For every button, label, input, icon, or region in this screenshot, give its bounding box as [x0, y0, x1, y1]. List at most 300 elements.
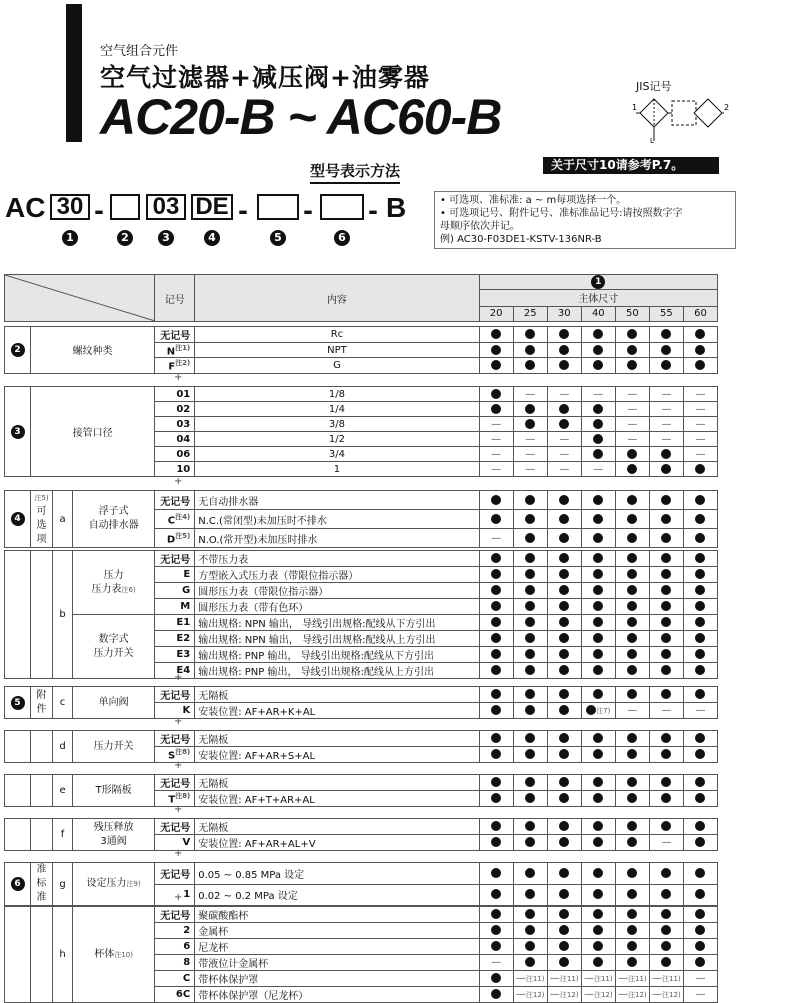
content-cell: 带杯体保护罩（尼龙杯） [195, 987, 479, 1003]
mark-cell [615, 327, 649, 343]
num-circle: 2 [117, 230, 133, 246]
mark-cell [547, 663, 581, 679]
mark-cell [513, 907, 547, 923]
dot-mark [559, 689, 569, 699]
table-row [5, 327, 718, 343]
mark-cell [513, 863, 547, 885]
mark-cell [513, 884, 547, 906]
dot-mark [491, 868, 501, 878]
mark-cell [649, 343, 683, 358]
mark-cell: — [615, 387, 649, 402]
port-table [4, 386, 718, 477]
code-thread-box [110, 194, 140, 220]
dot-mark [627, 633, 637, 643]
label-cell [5, 907, 31, 1003]
label-cell [5, 491, 31, 548]
code-cell: 02 [155, 402, 195, 417]
content-cell: 0.02 ~ 0.2 MPa 设定 [195, 884, 479, 906]
label-cell: 残压释放 3通阀 [73, 819, 155, 851]
code-cell: 01 [155, 387, 195, 402]
content-cell: 0.05 ~ 0.85 MPa 设定 [195, 863, 479, 885]
code-port-box: 03 [146, 194, 186, 220]
content-cell: 1/4 [195, 402, 479, 417]
mark-cell [615, 884, 649, 906]
code-size-box: 30 [50, 194, 90, 220]
mark-cell [581, 551, 615, 567]
note-mark: 注7) [596, 707, 611, 715]
mark-cell [683, 583, 717, 599]
content-cell: 带杯体保护罩 [195, 971, 479, 987]
content-cell: 1/2 [195, 432, 479, 447]
mark-cell [683, 647, 717, 663]
code-cell: 无记号 [155, 819, 195, 835]
mark-cell [615, 583, 649, 599]
mark-cell: — [479, 462, 513, 477]
note-mark: 注11) [628, 975, 647, 983]
mark-cell [649, 863, 683, 885]
mark-cell [683, 462, 717, 477]
dot-mark [661, 689, 671, 699]
mark-cell [615, 510, 649, 529]
code-cell: K [155, 703, 195, 719]
mark-cell [683, 663, 717, 679]
label-cell: 设定压力注9) [73, 863, 155, 906]
mark-cell [479, 599, 513, 615]
num-circle: 4 [204, 230, 220, 246]
mark-cell [649, 939, 683, 955]
code-dash: - [303, 197, 313, 225]
table-row [5, 775, 718, 791]
code-accessory-box [257, 194, 299, 220]
content-cell: 输出规格: PNP 输出， 导线引出规格:配线从下方引出 [195, 647, 479, 663]
dot-mark [593, 585, 603, 595]
dot-mark [695, 649, 705, 659]
mark-cell [683, 327, 717, 343]
mark-cell [649, 647, 683, 663]
mark-cell [479, 358, 513, 373]
mark-cell [615, 462, 649, 477]
content-cell: 带液位计金属杯 [195, 955, 479, 971]
label-cell: f [53, 819, 73, 851]
jis-symbol-icon [632, 95, 732, 145]
mark-cell [581, 631, 615, 647]
code-semi-box [320, 194, 364, 220]
dot-mark [559, 665, 569, 675]
dot-mark [661, 868, 671, 878]
num-circle: 3 [11, 425, 25, 439]
plus-sign: + [174, 760, 183, 771]
mark-cell [615, 687, 649, 703]
dot-mark [661, 649, 671, 659]
mark-cell [615, 358, 649, 373]
mark-cell [479, 939, 513, 955]
mark-cell [683, 791, 717, 807]
mark-cell [513, 402, 547, 417]
dot-mark [593, 569, 603, 579]
mark-cell [479, 971, 513, 987]
dot-mark [559, 649, 569, 659]
dot-mark [491, 404, 501, 414]
dot-mark [559, 345, 569, 355]
mark-cell [513, 647, 547, 663]
size-col-60: 60 [683, 306, 717, 321]
num-circle: 6 [11, 877, 25, 891]
mark-cell [581, 663, 615, 679]
mark-cell [581, 327, 615, 343]
mark-cell: — [479, 417, 513, 432]
dot-mark [695, 514, 705, 524]
mark-cell [683, 631, 717, 647]
dot-mark [661, 464, 671, 474]
dot-mark [593, 553, 603, 563]
mark-cell: — [649, 402, 683, 417]
dot-mark [525, 585, 535, 595]
dot-mark [559, 733, 569, 743]
table-row [5, 551, 718, 567]
dot-mark [661, 449, 671, 459]
dot-mark [695, 329, 705, 339]
mark-cell [581, 529, 615, 548]
mark-cell: —注12) [547, 987, 581, 1003]
mark-cell [683, 884, 717, 906]
mark-cell: —注11) [547, 971, 581, 987]
mark-cell [683, 510, 717, 529]
thread-table [4, 326, 718, 374]
mark-cell [683, 775, 717, 791]
mark-cell: — [581, 462, 615, 477]
dot-mark [627, 941, 637, 951]
dot-mark [525, 689, 535, 699]
dot-mark [559, 793, 569, 803]
dot-mark [695, 601, 705, 611]
svg-text:L: L [650, 137, 654, 145]
code-cell: M [155, 599, 195, 615]
content-cell: 1/8 [195, 387, 479, 402]
dot-mark [559, 909, 569, 919]
mark-cell [581, 491, 615, 510]
mark-cell [649, 775, 683, 791]
dot-mark [525, 941, 535, 951]
mark-cell [649, 907, 683, 923]
num-circle: 1 [62, 230, 78, 246]
code-cell: 无记号 [155, 687, 195, 703]
dot-mark [525, 569, 535, 579]
dot-mark [491, 649, 501, 659]
mark-cell [547, 327, 581, 343]
dot-mark [661, 633, 671, 643]
option-b-table [4, 550, 718, 679]
dot-mark [593, 533, 603, 543]
code-cell: E2 [155, 631, 195, 647]
dot-mark [627, 909, 637, 919]
code-cell: $N^{注1)}$ [155, 343, 195, 358]
mark-cell [615, 647, 649, 663]
plus-sign: + [174, 892, 183, 903]
mark-cell [581, 747, 615, 763]
mark-cell [649, 358, 683, 373]
code-cell: 1 [155, 884, 195, 906]
content-cell: 输出规格: PNP 输出， 导线引出规格:配线从上方引出 [195, 663, 479, 679]
dot-mark [593, 617, 603, 627]
mark-cell [581, 647, 615, 663]
header-size-title: 主体尺寸 [479, 290, 717, 306]
mark-cell: — [479, 447, 513, 462]
mark-cell: —注11) [649, 971, 683, 987]
dot-mark [491, 989, 501, 999]
size-col-25: 25 [513, 306, 547, 321]
dot-mark [491, 821, 501, 831]
note-mark: 注12) [662, 991, 681, 999]
dot-mark [695, 345, 705, 355]
dot-mark [661, 360, 671, 370]
mark-cell [547, 775, 581, 791]
dot-mark [593, 889, 603, 899]
dot-mark [661, 514, 671, 524]
mark-cell [513, 417, 547, 432]
label-cell [31, 907, 53, 1003]
mark-cell [547, 907, 581, 923]
dot-mark [593, 633, 603, 643]
dot-mark [661, 601, 671, 611]
mark-cell [547, 819, 581, 835]
mark-cell [547, 687, 581, 703]
dot-mark [627, 533, 637, 543]
mark-cell [513, 835, 547, 851]
plus-sign: + [174, 716, 183, 727]
content-cell: 无自动排水器 [195, 491, 479, 510]
dot-mark [593, 837, 603, 847]
mark-cell [615, 747, 649, 763]
mark-cell [581, 510, 615, 529]
label-cell: 接管口径 [31, 387, 155, 477]
label-cell [5, 327, 31, 374]
mark-cell [513, 731, 547, 747]
dot-mark [593, 868, 603, 878]
dot-mark [661, 585, 671, 595]
code-cell: V [155, 835, 195, 851]
mark-cell [615, 731, 649, 747]
mark-cell [683, 491, 717, 510]
size-col-30: 30 [547, 306, 581, 321]
dot-mark [695, 553, 705, 563]
label-cell: g [53, 863, 73, 906]
mark-cell [513, 551, 547, 567]
content-cell: 安装位置: AF+T+AR+AL [195, 791, 479, 807]
mark-cell [581, 907, 615, 923]
table-row [5, 731, 718, 747]
content-cell: Rc [195, 327, 479, 343]
dot-mark [559, 821, 569, 831]
mark-cell [479, 647, 513, 663]
note-mark: 注11) [559, 975, 579, 983]
mark-cell [649, 615, 683, 631]
num-circle: 5 [11, 696, 25, 710]
code-cell: 04 [155, 432, 195, 447]
dot-mark [525, 749, 535, 759]
content-cell: 无隔板 [195, 819, 479, 835]
mark-cell [547, 599, 581, 615]
num-circle: 6 [334, 230, 350, 246]
mark-cell [615, 343, 649, 358]
dot-mark [559, 749, 569, 759]
mark-cell: — [547, 432, 581, 447]
note-mark: 注11) [662, 975, 681, 983]
dot-mark [525, 329, 535, 339]
mark-cell [615, 491, 649, 510]
dot-mark [695, 941, 705, 951]
label-cell: 压力开关 [73, 731, 155, 763]
dot-mark [525, 777, 535, 787]
accessory-d-table [4, 730, 718, 763]
mark-cell [547, 551, 581, 567]
plus-sign: + [174, 848, 183, 859]
mark-cell [547, 510, 581, 529]
mark-cell [649, 462, 683, 477]
code-cell: E4 [155, 663, 195, 679]
mark-cell [615, 615, 649, 631]
mark-cell [513, 510, 547, 529]
mark-cell [547, 615, 581, 631]
dot-mark [525, 514, 535, 524]
dot-mark [593, 649, 603, 659]
dot-mark [593, 360, 603, 370]
notes-box [434, 191, 736, 249]
dot-mark [593, 733, 603, 743]
mark-cell [547, 631, 581, 647]
code-cell: 无记号 [155, 907, 195, 923]
dot-mark [695, 957, 705, 967]
dot-mark [627, 329, 637, 339]
label-cell [5, 819, 31, 851]
mark-cell [683, 955, 717, 971]
dot-mark [627, 821, 637, 831]
content-cell: 尼龙杯 [195, 939, 479, 955]
mark-cell [479, 791, 513, 807]
dot-mark [695, 495, 705, 505]
mark-cell [649, 923, 683, 939]
mark-cell [649, 631, 683, 647]
size-note: 关于尺寸10请参考P.7。 [543, 157, 719, 174]
mark-cell [479, 703, 513, 719]
dot-mark [559, 404, 569, 414]
mark-cell [649, 491, 683, 510]
mark-cell [547, 491, 581, 510]
dot-mark [491, 553, 501, 563]
dot-mark [627, 360, 637, 370]
svg-text:1: 1 [632, 103, 638, 112]
dot-mark [559, 533, 569, 543]
mark-cell [581, 955, 615, 971]
mark-cell: — [683, 402, 717, 417]
dot-mark [559, 777, 569, 787]
dot-mark [661, 889, 671, 899]
label-cell [31, 551, 53, 679]
dot-mark [627, 749, 637, 759]
mark-cell [479, 510, 513, 529]
mark-cell: — [615, 417, 649, 432]
code-dash: - [368, 197, 378, 225]
semi-h-table [4, 906, 718, 1003]
dot-mark [559, 553, 569, 563]
code-cell: E [155, 567, 195, 583]
content-cell: 金属杯 [195, 923, 479, 939]
content-cell: 无隔板 [195, 687, 479, 703]
mark-cell [683, 343, 717, 358]
plus-sign: + [174, 372, 183, 383]
mark-cell [479, 775, 513, 791]
dot-mark [491, 633, 501, 643]
mark-cell [581, 343, 615, 358]
label-cell [5, 731, 31, 763]
mark-cell [547, 402, 581, 417]
accessory-c-table [4, 686, 718, 719]
dot-mark [491, 837, 501, 847]
dot-mark [695, 569, 705, 579]
mark-cell [513, 703, 547, 719]
mark-cell [683, 835, 717, 851]
label-cell: 浮子式 自动排水器 [73, 491, 155, 548]
dot-mark [627, 793, 637, 803]
mark-cell: — [615, 703, 649, 719]
label-cell [5, 775, 31, 807]
label-cell: h [53, 907, 73, 1003]
mark-cell: — [649, 835, 683, 851]
page-title: 空气过滤器+减压阀+油雾器 [100, 63, 430, 92]
mark-cell [615, 599, 649, 615]
mark-cell [513, 923, 547, 939]
dot-mark [593, 777, 603, 787]
dot-mark [559, 360, 569, 370]
mark-cell [513, 663, 547, 679]
mark-cell [581, 819, 615, 835]
mark-cell [479, 402, 513, 417]
code-cell: 6 [155, 939, 195, 955]
mark-cell: — [513, 462, 547, 477]
mark-cell: — [479, 529, 513, 548]
mark-cell [513, 529, 547, 548]
code-cell: 无记号 [155, 775, 195, 791]
code-cell: 2 [155, 923, 195, 939]
code-suffix: B [386, 192, 407, 223]
code-prefix: AC [5, 192, 46, 223]
content-cell: 3/4 [195, 447, 479, 462]
mark-cell [683, 939, 717, 955]
mark-cell [683, 529, 717, 548]
dot-mark [559, 495, 569, 505]
mark-cell [649, 327, 683, 343]
table-row [5, 863, 718, 885]
dot-mark [525, 404, 535, 414]
mark-cell [479, 491, 513, 510]
mark-cell [479, 923, 513, 939]
code-cell: 10 [155, 462, 195, 477]
num-circle: 4 [11, 512, 25, 526]
dot-mark [491, 345, 501, 355]
mark-cell: — [683, 417, 717, 432]
mark-cell [479, 731, 513, 747]
dot-mark [627, 345, 637, 355]
dot-mark [695, 360, 705, 370]
dot-mark [491, 909, 501, 919]
code-dash: - [94, 197, 104, 225]
dot-mark [525, 957, 535, 967]
mark-cell [581, 432, 615, 447]
dot-mark [491, 705, 501, 715]
content-cell: 输出规格: NPN 输出， 导线引出规格:配线从下方引出 [195, 615, 479, 631]
code-cell: 06 [155, 447, 195, 462]
mark-cell: — [513, 447, 547, 462]
label-cell: T形隔板 [73, 775, 155, 807]
